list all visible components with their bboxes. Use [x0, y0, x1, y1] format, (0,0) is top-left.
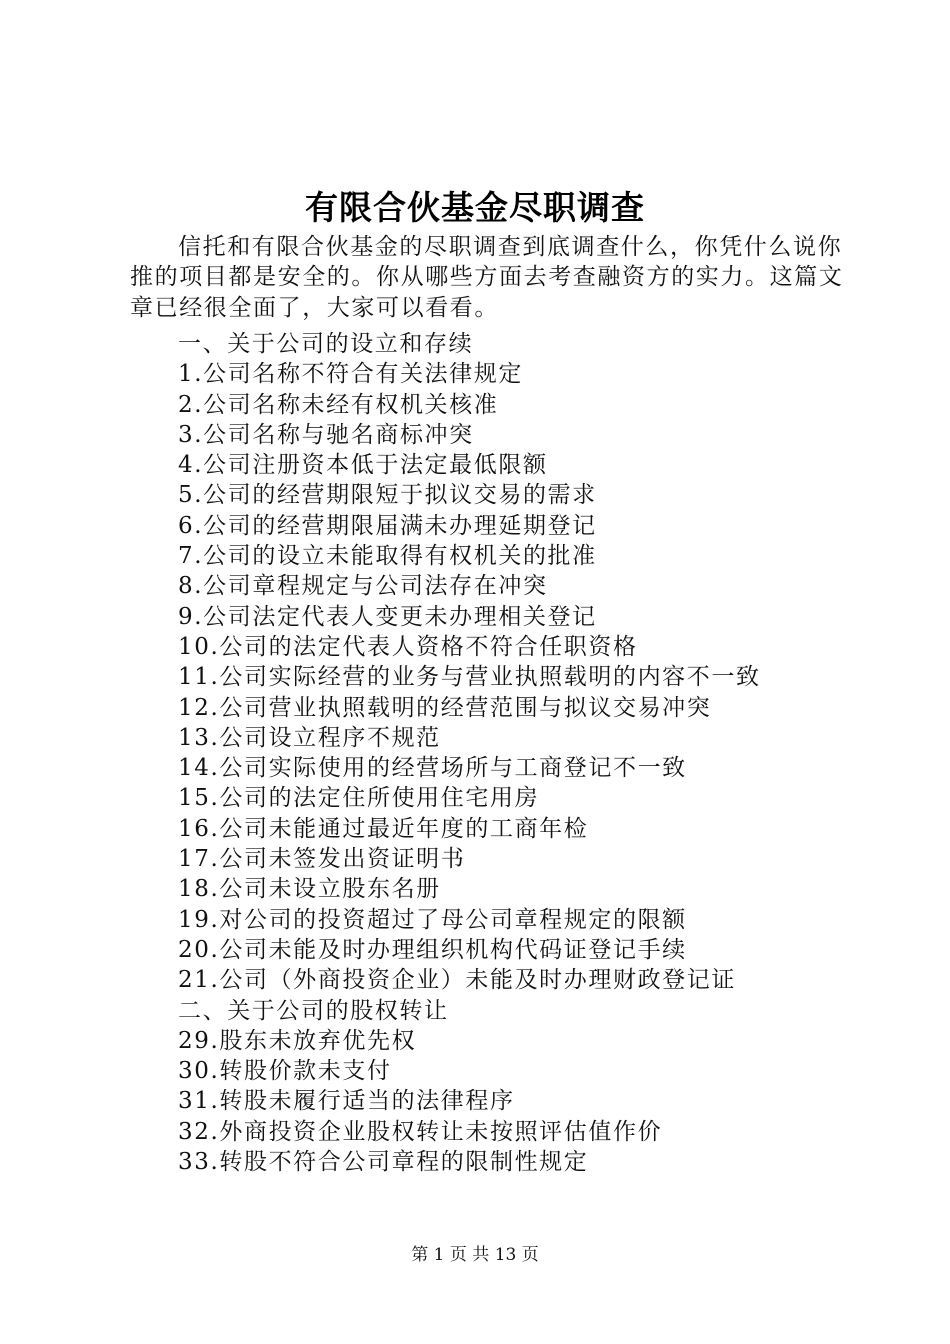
list-item: 32.外商投资企业股权转让未按照评估值作价 — [178, 1118, 663, 1145]
document-title: 有限合伙基金尽职调查 — [305, 188, 645, 227]
list-item: 6.公司的经营期限届满未办理延期登记 — [178, 512, 597, 539]
list-item: 15.公司的法定住所使用住宅用房 — [178, 785, 540, 812]
list-item: 12.公司营业执照载明的经营范围与拟议交易冲突 — [178, 694, 712, 721]
page-footer: 第 1 页 共 13 页 — [411, 1245, 539, 1265]
list-item: 4.公司注册资本低于法定最低限额 — [178, 452, 548, 479]
list-item: 19.对公司的投资超过了母公司章程规定的限额 — [178, 906, 687, 933]
list-item: 18.公司未设立股东名册 — [178, 876, 441, 903]
list-item: 33.转股不符合公司章程的限制性规定 — [178, 1149, 589, 1176]
list-item: 2.公司名称未经有权机关核准 — [178, 391, 499, 418]
list-item: 9.公司法定代表人变更未办理相关登记 — [178, 603, 597, 630]
list-item: 3.公司名称与驰名商标冲突 — [178, 421, 474, 448]
list-item: 29.股东未放弃优先权 — [178, 1027, 417, 1054]
list-item: 17.公司未签发出资证明书 — [178, 846, 466, 873]
list-item: 10.公司的法定代表人资格不符合任职资格 — [178, 633, 638, 660]
list-item: 20.公司未能及时办理组织机构代码证登记手续 — [178, 936, 687, 963]
intro-paragraph: 信托和有限合伙基金的尽职调查到底调查什么，你凭什么说你推的项目都是安全的。你从哪些方面去考查融资方的实力。这篇文章已经很全面了，大家可以看看。 — [130, 234, 844, 321]
list-item: 8.公司章程规定与公司法存在冲突 — [178, 573, 548, 600]
item-list — [178, 329, 761, 1177]
list-item: 1.公司名称不符合有关法律规定 — [178, 361, 523, 388]
list-item: 31.转股未履行适当的法律程序 — [178, 1088, 515, 1115]
section-heading: 一、关于公司的设立和存续 — [178, 331, 474, 357]
section-heading: 二、关于公司的股权转让 — [178, 997, 449, 1024]
list-item: 5.公司的经营期限短于拟议交易的需求 — [178, 482, 597, 509]
list-item: 11.公司实际经营的业务与营业执照载明的内容不一致 — [178, 664, 761, 691]
list-item: 30.转股价款未支付 — [178, 1058, 392, 1085]
list-item: 7.公司的设立未能取得有权机关的批准 — [178, 543, 597, 570]
list-item: 14.公司实际使用的经营场所与工商登记不一致 — [178, 755, 687, 782]
list-item: 16.公司未能通过最近年度的工商年检 — [178, 815, 589, 842]
list-item: 13.公司设立程序不规范 — [178, 724, 441, 751]
list-item: 21.公司（外商投资企业）未能及时办理财政登记证 — [178, 967, 736, 994]
